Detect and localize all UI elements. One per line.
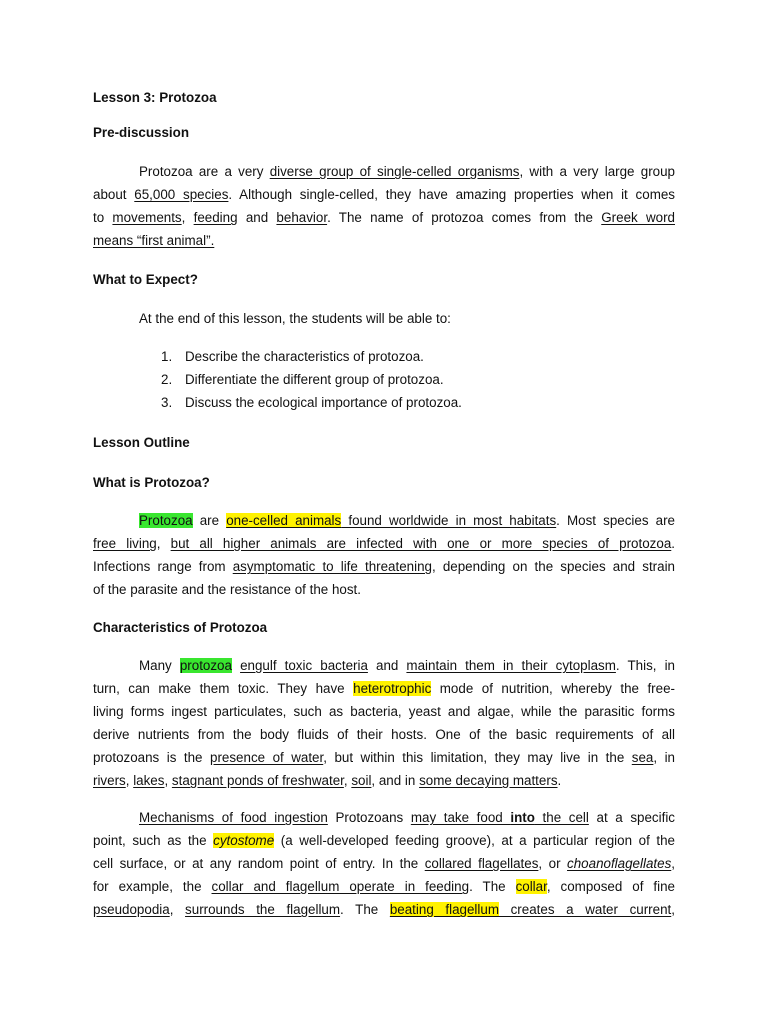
p2-line3: Infections range from asymptomatic to life threatening, depending on the species and strain [93,559,675,574]
p2-line4: of the parasite and the resistance of the host. [93,582,361,597]
objective-item: 2. Differentiate the different group of protozoa. [161,372,444,387]
p2-line2: free living, but all higher animals are infected with one or more species of protozoa. [93,536,676,551]
p4-line2: point, such as the cytostome (a well-developed feeding groove), at a particular region of the [93,833,675,848]
p3-line6: rivers, lakes, stagnant ponds of freshwater, soil, and in some decaying matters. [93,773,562,788]
p3-line5: protozoans is the presence of water, but within this limitation, they may live in the sea, in [93,750,676,765]
p3-line2: turn, can make them toxic. They have heterotrophic mode of nutrition, whereby the free- [93,681,675,696]
lesson-title: Lesson 3: Protozoa [93,90,217,105]
p1-line2: about 65,000 species. Although single-celled, they have amazing properties when it comes [93,187,675,202]
p2-line1: Protozoa are one-celled animals found worldwide in most habitats. Most species are [139,513,675,528]
p3-line4: derive nutrients from the body fluids of their hosts. One of the basic requirements of all [93,727,675,742]
p1-line4: means “first animal”. [93,233,215,248]
p3-line3: living forms ingest particulates, such as bacteria, yeast and algae, while the parasitic forms [93,704,675,719]
p3-line1: Many protozoa engulf toxic bacteria and maintain them in their cytoplasm. This, in [139,658,675,673]
p4-line4: for example, the collar and flagellum operate in feeding. The collar, composed of fine [93,879,675,894]
heading-characteristics: Characteristics of Protozoa [93,620,268,635]
p4-line5: pseudopodia, surrounds the flagellum. The beating flagellum creates a water current, [93,902,675,917]
heading-prediscussion: Pre-discussion [93,125,189,140]
objective-item: 3. Discuss the ecological importance of protozoa. [161,395,462,410]
expect-intro: At the end of this lesson, the students will be able to: [139,311,451,326]
p1-line1: Protozoa are a very diverse group of single-celled organisms, with a very large group [139,164,676,179]
heading-lesson-outline: Lesson Outline [93,435,190,450]
p4-line3: cell surface, or at any random point of entry. In the collared flagellates, or choanoflagellates, [93,856,675,871]
p1-line3: to movements, feeding and behavior. The name of protozoa comes from the Greek word [93,210,675,225]
p4-line1: Mechanisms of food ingestion Protozoans may take food into the cell at a specific [139,810,675,825]
heading-what-to-expect: What to Expect? [93,272,198,287]
objective-item: 1. Describe the characteristics of protozoa. [161,349,424,364]
heading-what-is-protozoa: What is Protozoa? [93,475,210,490]
